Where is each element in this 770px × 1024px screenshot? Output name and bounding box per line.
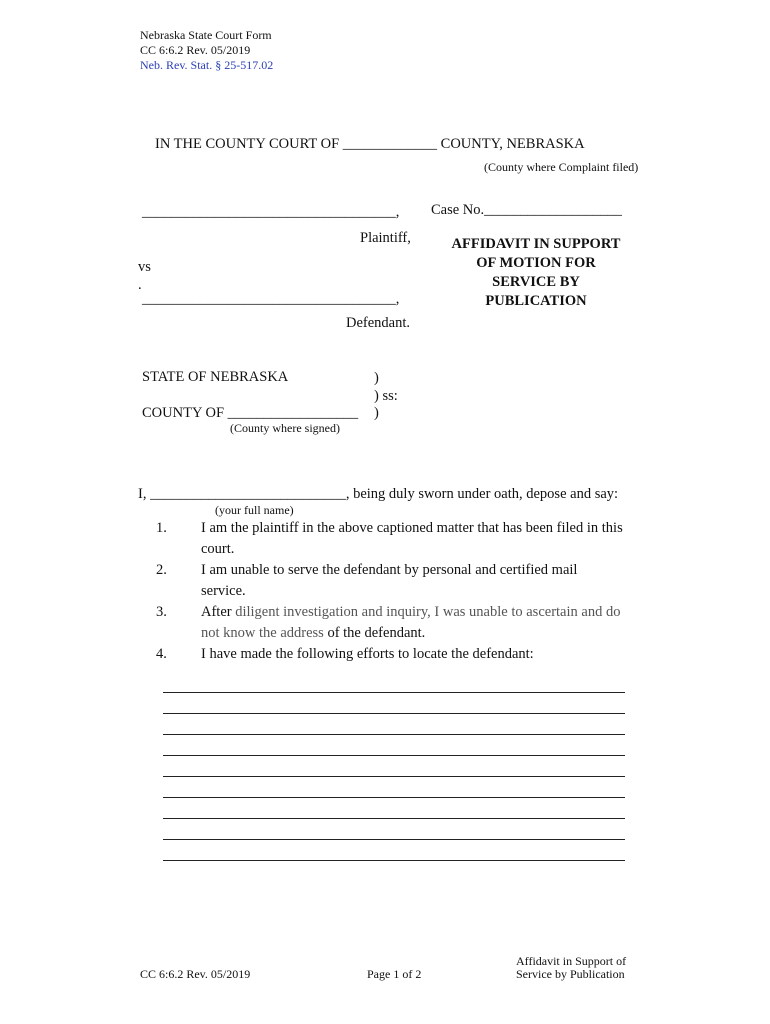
item-number: 3. [156, 604, 167, 620]
vs-label: vs [138, 259, 151, 275]
vs-dot: . [138, 277, 142, 293]
document-title-line-3: SERVICE BY [492, 274, 580, 290]
venue-paren-3: ) [374, 405, 379, 421]
plaintiff-name-line: ___________________________________, [142, 204, 400, 220]
venue-paren-1: ) [374, 370, 379, 386]
venue-state: STATE OF NEBRASKA [142, 369, 289, 385]
blank-line[interactable] [163, 818, 625, 819]
blank-line[interactable] [163, 692, 625, 693]
blank-line[interactable] [163, 734, 625, 735]
item-text-cont [201, 624, 425, 642]
item-number: 2. [156, 562, 167, 578]
item-text-part: not know the address [201, 625, 328, 641]
form-code: CC 6:6.2 Rev. 05/2019 [140, 43, 251, 57]
item-text [201, 603, 620, 621]
item-text-cont: court. [201, 541, 235, 557]
venue-paren-ss: ) ss: [374, 388, 398, 404]
item-text: I have made the following efforts to locate the defendant: [201, 646, 534, 662]
blank-line[interactable] [163, 797, 625, 798]
blank-line[interactable] [163, 776, 625, 777]
oath-line: I, ___________________________, being duly sworn under oath, depose and say: [138, 486, 619, 502]
plaintiff-label: Plaintiff, [360, 230, 411, 246]
blank-line[interactable] [163, 713, 625, 714]
county-signed-hint: (County where signed) [230, 421, 340, 435]
county-complaint-hint: (County where Complaint filed) [484, 160, 639, 174]
item-text-cont: service. [201, 583, 246, 599]
footer-form-code: CC 6:6.2 Rev. 05/2019 [140, 967, 251, 981]
item-number: 1. [156, 520, 167, 536]
item-text-part: After [201, 604, 236, 620]
form-name: Nebraska State Court Form [140, 28, 272, 42]
item-number: 4. [156, 646, 167, 662]
blank-line[interactable] [163, 755, 625, 756]
item-text: I am the plaintiff in the above captioned matter that has been filed in this [201, 520, 623, 536]
document-title-line-1: AFFIDAVIT IN SUPPORT [451, 236, 621, 252]
blank-line[interactable] [163, 839, 625, 840]
footer-title-line-2: Service by Publication [516, 967, 625, 981]
statute-link[interactable]: Neb. Rev. Stat. § 25-517.02 [140, 58, 274, 72]
court-heading: IN THE COUNTY COURT OF _____________ COUNTY, NEBRASKA [155, 136, 585, 152]
footer-page-number: Page 1 of 2 [367, 967, 422, 981]
defendant-name-line: ___________________________________, [142, 291, 400, 307]
item-text-part: diligent investigation and inquiry, I was unable to ascertain and do [235, 604, 621, 620]
footer-title-line-1: Affidavit in Support of [516, 954, 627, 968]
case-number: Case No.___________________ [431, 202, 622, 218]
defendant-label: Defendant. [346, 315, 411, 331]
item-text-part: of the defendant. [327, 625, 426, 641]
blank-line[interactable] [163, 860, 625, 861]
document-title-line-2: OF MOTION FOR [476, 255, 596, 271]
document-title-line-4: PUBLICATION [485, 293, 587, 309]
full-name-hint: (your full name) [215, 503, 294, 517]
item-text: I am unable to serve the defendant by personal and certified mail [201, 562, 578, 578]
venue-county: COUNTY OF __________________ [142, 405, 359, 421]
